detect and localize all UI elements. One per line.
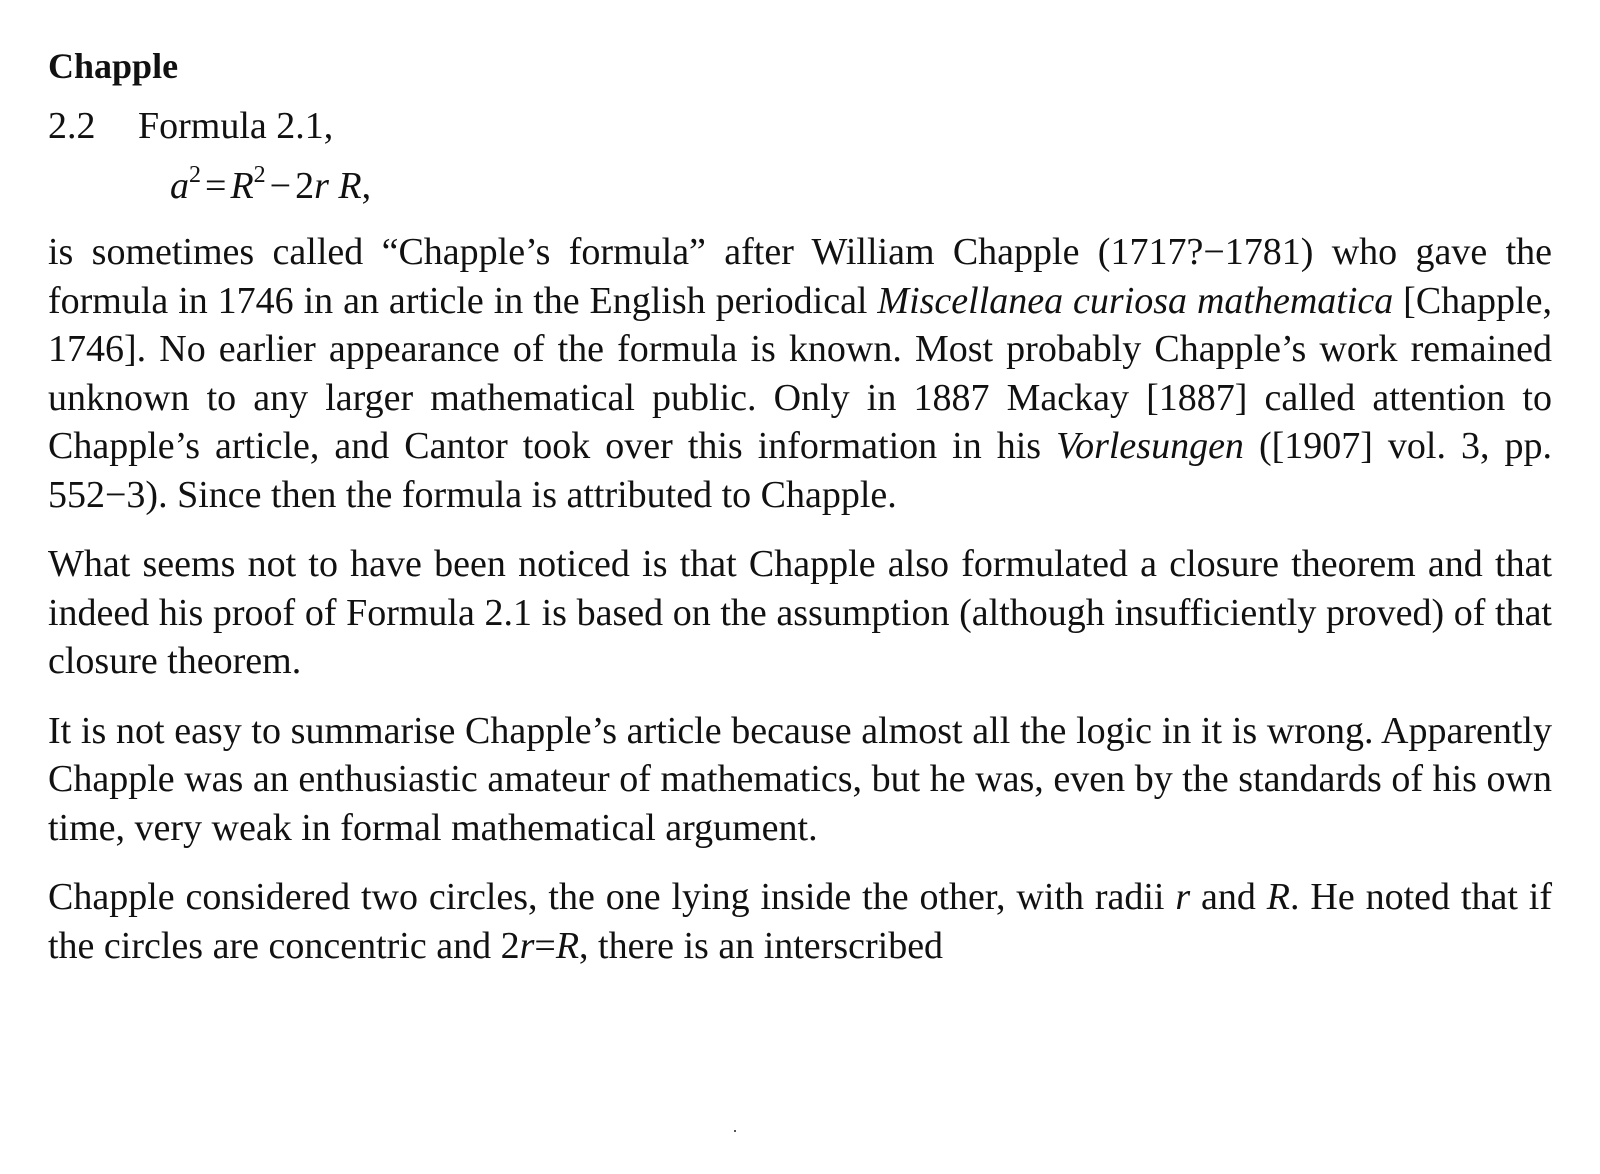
formula-comma: , [361,165,372,207]
paragraph-2: What seems not to have been noticed is that Chapple also formulated a closure theorem and that indeed his proof of Formula 2.1 is based on the assumption (although insufficiently proved) of that closure theorem. [48,543,1552,682]
formula-r: r [314,165,329,207]
p1-text-1: is sometimes called “Chapple’s formula” after William Chapple (1717?−1781) who gave the formula in 1746 in an article in the English periodical [48,231,1552,322]
subsection-number: 2.2 [48,105,96,147]
p4-text-1: Chapple considered two circles, the one lying inside the other, with radii [48,876,1176,918]
p4-text-4: , there is an interscribed [579,924,944,967]
p1-text-2: [Chapple, 1746]. No earlier appearance of the formula is known. Most probably Chapple’s work remained unknown to any larger mathematical public. Only in 1887 Mackay [1887] called attention to Chapple’s article, and Cantor took over this information in his [48,279,1552,467]
p4-text-3: . He noted that if the circles are concentric and 2 [48,876,1552,967]
formula-R2: R [338,165,362,207]
paragraph-4 [48,873,1552,970]
subsection-line [48,102,1552,150]
paragraph-3: It is not easy to summarise Chapple’s article because almost all the logic in it is wrong. Apparently Chapple was an enthusiastic amateur of mathematics, but he was, even by the standards of his own time, very weak in formal mathematical argument. [48,709,1552,849]
paragraph-1 [48,228,1552,519]
p4-text-2: and [1190,876,1267,918]
formula-minus: − [269,165,292,207]
p4-equals: = [534,924,556,967]
p1-text-3: ([1907] vol. 3, pp. 552−3). Since then the formula is attributed to Chapple. [48,425,1552,516]
formula-R: R [230,165,254,207]
page-content [48,40,1552,991]
chapple-formula [170,158,1552,214]
formula-a: a [170,165,189,207]
p1-vorlesungen-title: Vorlesungen [1056,425,1244,467]
p1-periodical-title: Miscellanea curiosa mathematica [877,279,1394,322]
formula-equals: = [205,165,227,207]
p4-var-r2: r [519,924,535,967]
p4-var-R: R [1266,876,1291,918]
formula-exp-R: 2 [253,162,266,188]
formula-coef: 2 [295,165,315,207]
p4-var-r: r [1175,876,1191,918]
p4-var-R2: R [555,924,580,967]
formula-exp-a: 2 [189,162,201,188]
subsection-title: Formula 2.1, [138,105,334,147]
section-heading: Chapple [48,46,179,86]
page-mark-dot [734,1130,736,1132]
